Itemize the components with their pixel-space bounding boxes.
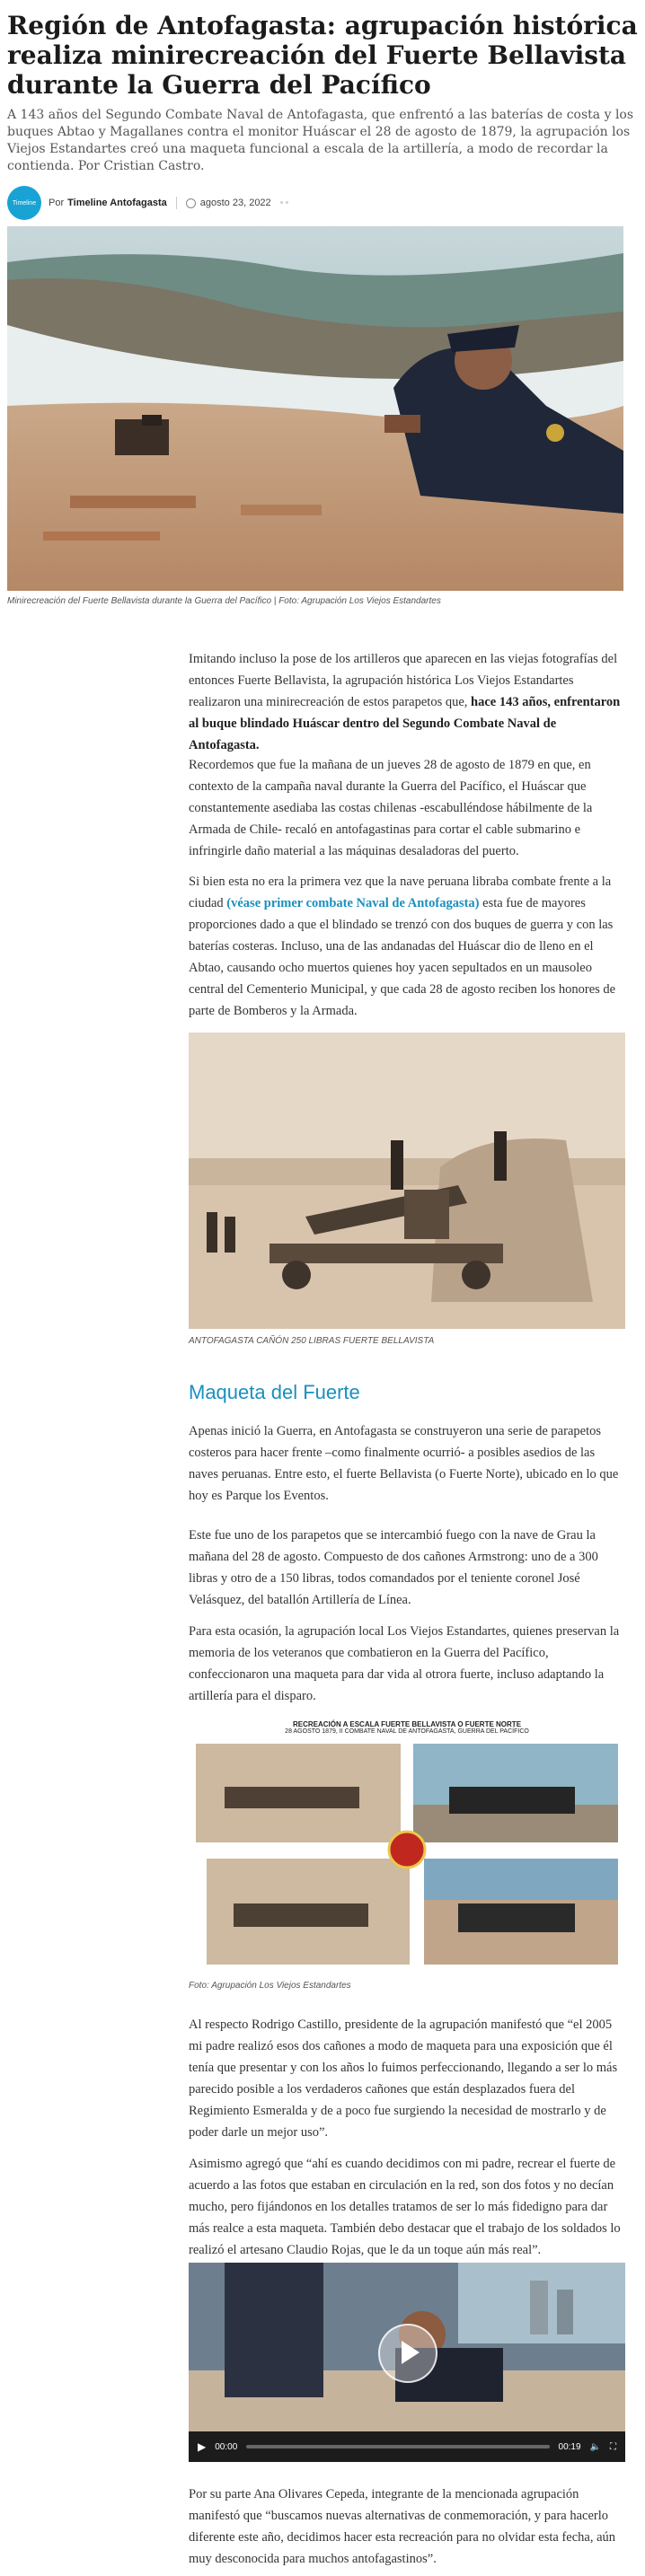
- paragraph-5: [189, 1525, 625, 1611]
- hero-caption: Minirecreación del Fuerte Bellavista durante la Guerra del Pacífico | Foto: Agrupación Los Viejos Estandartes: [7, 596, 441, 606]
- p1-text: Imitando incluso la pose de los artilleros que aparecen en las viejas fotografías del entonces Fuerte Bellavista, la agrupación histórica Los Viejos Estandartes realizaron una minirecreación de estos parapetos que,: [189, 652, 618, 709]
- p3-text-a: Si bien esta no era la primera vez que la nave peruana libraba combate frente a la ciudad: [189, 875, 612, 910]
- p4-text: Apenas inició la Guerra, en Antofagasta se construyeron una serie de parapetos costeros para hacer frente –como finalmente ocurrió- a posibles asedios de las naves peruanas. Entre esto, el fuerte Bellavista (o Fuerte Norte), ubicado en lo que hoy es Parque los Eventos.: [189, 1424, 619, 1503]
- video-player[interactable]: [189, 2263, 625, 2462]
- section-heading: Maqueta del Fuerte: [189, 1381, 360, 1403]
- paragraph-9: [189, 2484, 625, 2570]
- paragraph-1: [189, 648, 625, 756]
- volume-icon[interactable]: 🔈: [589, 2441, 601, 2452]
- collage-subtitle: 28 AGOSTO 1879, II COMBATE NAVAL DE ANTOFAGASTA, GUERRA DEL PACÍFICO: [285, 1728, 529, 1735]
- by-prefix: Por: [49, 198, 65, 208]
- p3-text-b: esta fue de mayores proporciones dado a que el blindado se trenzó con dos buques de guerra y con las baterías costeras. Incluso, una de las andanadas del Huáscar dio de lleno en el Abtao, causando ocho muertos quienes hoy yacen sepultados en un mausoleo central del Cementerio Municipal, y que cada 28 de agosto reciben los honores de parte de Bomberos y la Armada.: [189, 896, 616, 1018]
- hero-image: [7, 226, 623, 591]
- publish-date: agosto 23, 2022: [199, 198, 271, 208]
- paragraph-4: [189, 1420, 625, 1507]
- cannon-photo-caption: ANTOFAGASTA CAÑÓN 250 LIBRAS FUERTE BELLAVISTA: [189, 1336, 435, 1346]
- article-title: Región de Antofagasta: agrupación histórica realiza minirecreación del Fuerte Bellavista durante la Guerra del Pacífico: [7, 11, 638, 100]
- p8-text: Asimismo agregó que “ahí es cuando decidimos con mi padre, recrear el fuerte de acuerdo a las fotos que estaban en circulación en la red, son dos fotos y no decían mucho, pero fijándonos en los detalles tratamos de ser lo más fidedigno para dar más realce a esta maqueta. También debo destacar que el trabajo de los soldados lo realizó el artesano Claudio Rojas, que le da un toque aún más real”.: [189, 2157, 621, 2257]
- paragraph-8: [189, 2153, 625, 2261]
- time-current: 00:00: [215, 2441, 238, 2452]
- cannon-photo: [189, 1033, 625, 1329]
- fullscreen-icon[interactable]: ⛶: [610, 2441, 616, 2452]
- p6-text: Para esta ocasión, la agrupación local Los Viejos Estandartes, quienes preservan la memoria de los veteranos que combatieron en la Guerra del Pacífico, confeccionaron una maqueta para dar vida al otrora fuerte, incluso adaptando la artillería para el disparo.: [189, 1624, 620, 1703]
- paragraph-2: [189, 754, 625, 862]
- author-link[interactable]: Timeline Antofagasta: [67, 198, 167, 208]
- paragraph-7: [189, 2014, 625, 2143]
- p5-text: Este fue uno de los parapetos que se intercambió fuego con la nave de Grau la mañana del 28 de agosto. Compuesto de dos cañones Armstrong: uno de a 300 libras y otro de a 150 libras, todos comandados por el teniente coronel José Velásquez, del batallón Artillería de Línea.: [189, 1528, 598, 1607]
- video-controls: [189, 2431, 625, 2462]
- combat-link[interactable]: (véase primer combate Naval de Antofagasta): [226, 896, 480, 910]
- paragraph-3: [189, 871, 625, 1022]
- play-button[interactable]: [378, 2324, 437, 2383]
- recreation-collage: [189, 1717, 625, 1974]
- p2-text: Recordemos que fue la mañana de un jueves 28 de agosto de 1879 en que, en contexto de la campaña naval durante la Guerra del Pacífico, el Huáscar que constantemente asediaba las costas chilenas -escabulléndose hábilmente de la Armada de Chile- recaló en antofagastinas para cortar el cable submarino e infringirle daño material a las máquinas desaladoras del puerto.: [189, 758, 593, 858]
- collage-title: RECREACIÓN A ESCALA FUERTE BELLAVISTA O FUERTE NORTE: [292, 1720, 522, 1728]
- time-total: 00:19: [558, 2441, 581, 2452]
- byline-divider: [176, 197, 177, 209]
- author-avatar[interactable]: Timeline: [7, 186, 41, 220]
- paragraph-6: [189, 1621, 625, 1707]
- play-icon: [402, 2341, 420, 2364]
- play-small-icon[interactable]: ▶: [198, 2440, 207, 2453]
- article-lead: A 143 años del Segundo Combate Naval de Antofagasta, que enfrentó a las baterías de costa y los buques Abtao y Magallanes contra el monitor Huáscar el 28 de agosto de 1879, la agrupación los Viejos Estandartes creó una maqueta funcional a escala de la artillería, a modo de recordar la contienda. Por Cristian Castro.: [7, 108, 634, 173]
- clock-icon: [186, 198, 196, 208]
- progress-track[interactable]: [246, 2445, 549, 2449]
- collage-caption: Foto: Agrupación Los Viejos Estandartes: [189, 1981, 351, 1991]
- p7-text: Al respecto Rodrigo Castillo, presidente de la agrupación manifestó que “el 2005 mi padre realizó esos dos cañones a modo de maqueta para una exposición que él tenía que presentar y con los años lo fuimos perfeccionando, llegando a ser lo más parecido posible a los verdaderos cañones que están desplazados fuera del Regimiento Esmeralda y de a poco fue surgiendo la necesidad de mostrarlo y de poder darle un mejor uso”.: [189, 2018, 618, 2140]
- p9-text: Por su parte Ana Olivares Cepeda, integrante de la mencionada agrupación manifestó que “buscamos nuevas alternativas de conmemoración, y para hacerlo diferente este año, decidimos hacer esta recreación para no olvidar esta fecha, aún muy desconocida para muchos antofagastinos”.: [189, 2487, 616, 2566]
- article-header: [0, 0, 645, 222]
- p1-bold: hace 143 años, enfrentaron al buque blindado Huáscar dentro del Segundo Combate Naval de Antofagasta.: [189, 695, 621, 752]
- byline: [7, 184, 638, 222]
- share-icon[interactable]: ••: [279, 198, 291, 208]
